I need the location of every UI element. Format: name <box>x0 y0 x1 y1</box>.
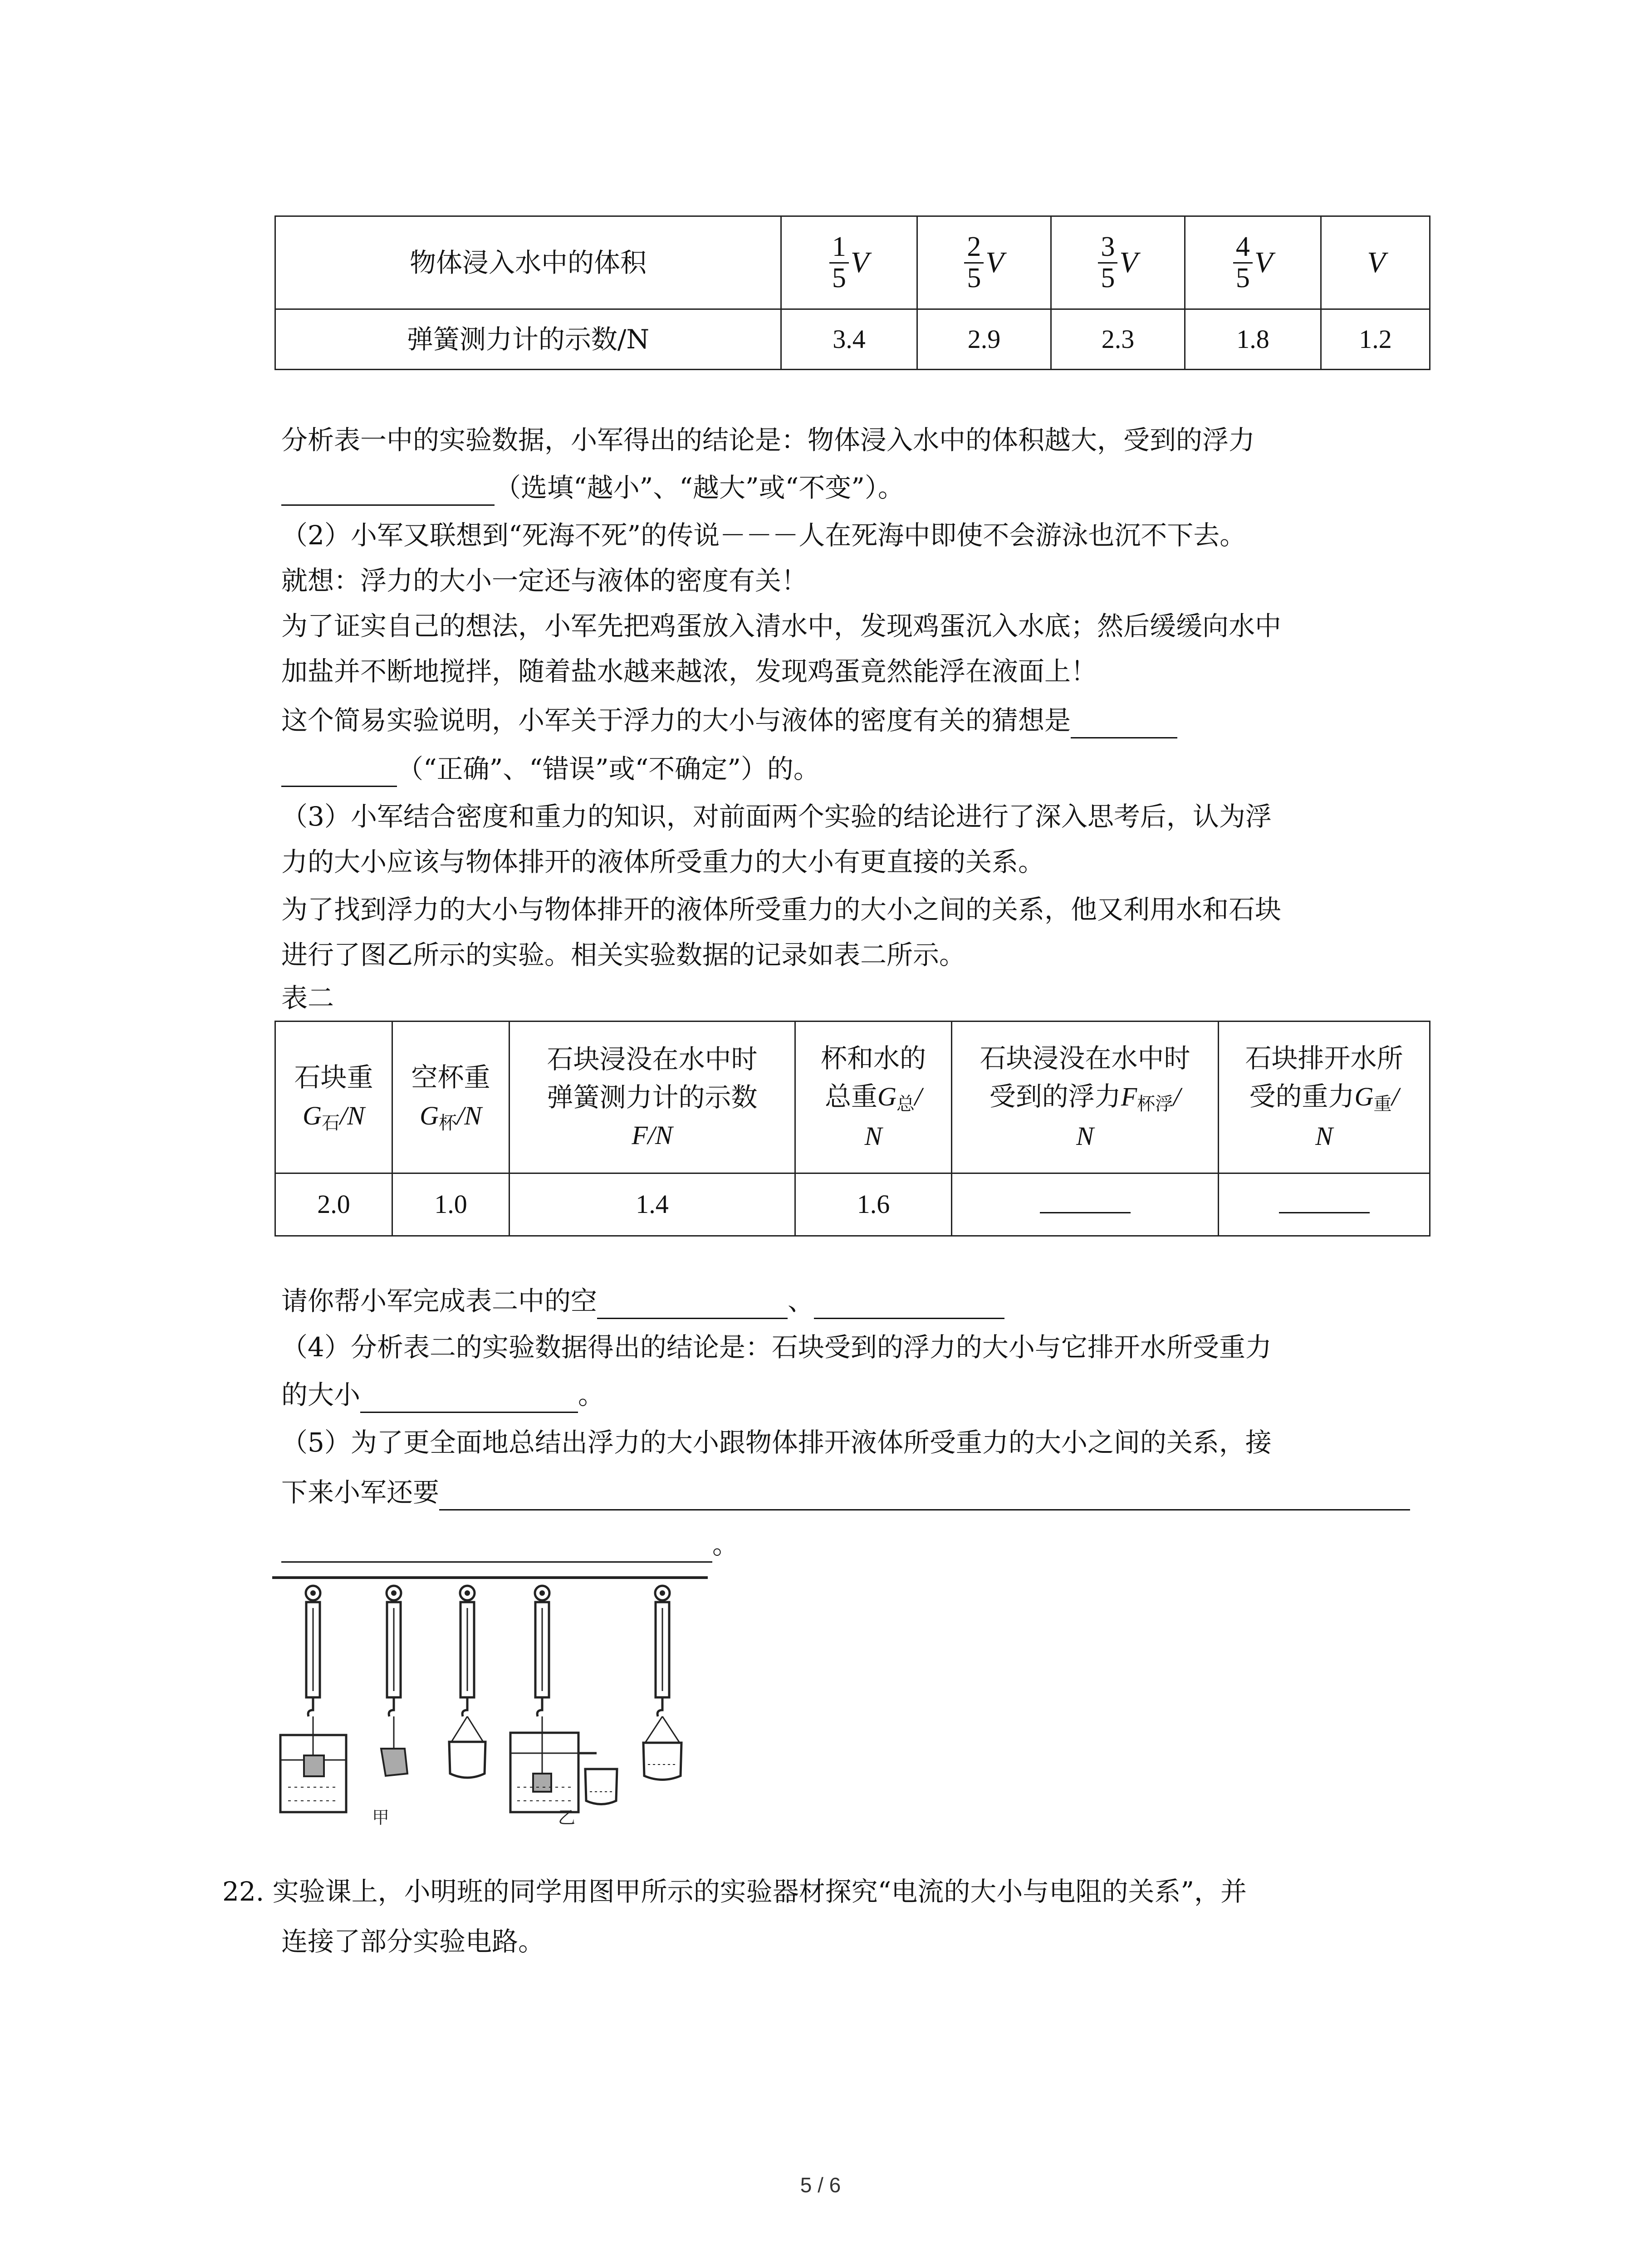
text-line: （2）小军又联想到“死海不死”的传说－－－人在死海中即使不会游泳也沉不下去。 <box>281 520 1246 551</box>
figure-label-yi: 乙 <box>558 1808 576 1828</box>
table-row <box>275 1022 1430 1173</box>
volume-cell <box>917 216 1051 309</box>
volume-cell <box>1321 216 1430 309</box>
header-total-weight: 杯和水的 总重$G_总/$ N <box>795 1022 952 1173</box>
volume-variable: V <box>1367 246 1386 279</box>
volume-cell <box>1185 216 1321 309</box>
cup-with-water <box>643 1716 681 1780</box>
empty-cup <box>449 1716 485 1778</box>
text-line: （5）为了更全面地总结出浮力的大小跟物体排开液体所受重力的大小之间的关系，接 <box>281 1427 1272 1458</box>
volume-variable: V <box>1254 246 1273 279</box>
blank-cell-buoyant-force[interactable] <box>952 1173 1219 1236</box>
volume-cell <box>781 216 917 309</box>
text-line: （3）小军结合密度和重力的知识，对前面两个实验的结论进行了深入思考后，认为浮 <box>281 801 1272 832</box>
question-22-line: 22. 实验课上，小明班的同学用图甲所示的实验器材探究“电流的大小与电阻的关系”，并 <box>222 1876 1247 1907</box>
text-line: （4）分析表二的实验数据得出的结论是：石块受到的浮力的大小与它排开水所受重力 <box>281 1332 1272 1363</box>
reading-cell: 2.9 <box>917 309 1051 370</box>
text-line: 下来小军还要 <box>281 1474 1410 1510</box>
text-line: 分析表一中的实验数据，小军得出的结论是：物体浸入水中的体积越大，受到的浮力 <box>281 425 1255 455</box>
overflow-beaker-yi <box>510 1716 617 1812</box>
fraction-numerator: 1 <box>829 232 849 263</box>
row-label-reading: 弹簧测力计的示数/N <box>275 309 781 370</box>
fraction-denominator: 5 <box>967 262 981 293</box>
fraction-denominator: 5 <box>832 262 846 293</box>
text-line: 这个简易实验说明，小军关于浮力的大小与液体的密度有关的猜想是 <box>281 702 1177 738</box>
text-line: 请你帮小军完成表二中的空 、 <box>281 1283 1004 1319</box>
experiment-figure <box>272 1574 726 1828</box>
spring-scale-4 <box>535 1586 549 1716</box>
answer-blank[interactable] <box>281 474 495 506</box>
question-22-line: 连接了部分实验电路。 <box>281 1926 545 1957</box>
beaker-with-stone-jia <box>280 1716 346 1812</box>
answer-blank[interactable] <box>1040 1189 1131 1213</box>
value-cell: 1.6 <box>795 1173 952 1236</box>
hanging-stone <box>381 1716 407 1776</box>
text-line: 为了证实自己的想法，小军先把鸡蛋放入清水中，发现鸡蛋沉入水底；然后缓缓向水中 <box>281 611 1282 641</box>
reading-cell: 3.4 <box>781 309 917 370</box>
text-line: 。 <box>281 1526 739 1563</box>
header-buoyant-force: 石块浸没在水中时 受到的浮力$F_{杯浮}/$ N <box>952 1022 1219 1173</box>
fraction-numerator: 3 <box>1098 232 1117 263</box>
fraction-denominator: 5 <box>1101 262 1115 293</box>
answer-blank[interactable] <box>814 1288 1004 1319</box>
volume-variable: V <box>850 246 869 279</box>
answer-blank[interactable] <box>1071 707 1177 738</box>
header-spring-reading: 石块浸没在水中时 弹簧测力计的示数 F/N <box>509 1022 795 1173</box>
answer-blank[interactable] <box>597 1288 788 1319</box>
fraction-numerator: 4 <box>1233 232 1253 263</box>
answer-blank[interactable] <box>360 1382 578 1413</box>
page-number: 5 / 6 <box>800 2173 841 2197</box>
value-cell: 1.4 <box>509 1173 795 1236</box>
header-stone-weight: 石块重 $G_石/N$ <box>275 1022 392 1173</box>
text-line: 就想：浮力的大小一定还与液体的密度有关！ <box>281 565 808 596</box>
answer-blank[interactable] <box>439 1479 1410 1510</box>
table-row <box>275 1173 1430 1236</box>
table-one <box>274 215 1430 370</box>
reading-cell: 1.8 <box>1185 309 1321 370</box>
text-line: （选填“越小”、“越大”或“不变”）。 <box>281 469 904 506</box>
header-cup-weight: 空杯重 $G_杯/N$ <box>392 1022 509 1173</box>
text-line: 进行了图乙所示的实验。相关实验数据的记录如表二所示。 <box>281 939 966 970</box>
answer-blank[interactable] <box>281 756 397 787</box>
text-line: 力的大小应该与物体排开的液体所受重力的大小有更直接的关系。 <box>281 846 1045 877</box>
reading-cell: 2.3 <box>1051 309 1185 370</box>
figure-label-jia: 甲 <box>372 1808 390 1828</box>
volume-cell <box>1051 216 1185 309</box>
spring-scale-5 <box>655 1586 670 1716</box>
table-row <box>275 216 1430 309</box>
fraction-numerator: 2 <box>964 232 984 263</box>
volume-variable: V <box>1119 246 1138 279</box>
text-line: 加盐并不断地搅拌，随着盐水越来越浓，发现鸡蛋竟然能浮在液面上！ <box>281 656 1097 687</box>
answer-blank[interactable] <box>281 1531 712 1563</box>
value-cell: 1.0 <box>392 1173 509 1236</box>
row-label-volume: 物体浸入水中的体积 <box>275 216 781 309</box>
header-displaced-water-weight: 石块排开水所 受的重力$G_重/$ N <box>1219 1022 1430 1173</box>
value-cell: 2.0 <box>275 1173 392 1236</box>
table-row <box>275 309 1430 370</box>
text-line: （“正确”、“错误”或“不确定”）的。 <box>281 751 820 787</box>
table-two <box>274 1021 1430 1237</box>
volume-variable: V <box>985 246 1004 279</box>
reading-cell: 1.2 <box>1321 309 1430 370</box>
blank-cell-displaced-weight[interactable] <box>1219 1173 1430 1236</box>
text-line: 的大小 。 <box>281 1377 604 1413</box>
spring-scale-3 <box>460 1586 475 1716</box>
table-caption: 表二 <box>281 982 334 1013</box>
fraction-denominator: 5 <box>1235 262 1250 293</box>
spring-scale-1 <box>306 1586 320 1716</box>
answer-blank[interactable] <box>1279 1189 1370 1213</box>
spring-scale-2 <box>387 1586 401 1716</box>
text-line: 为了找到浮力的大小与物体排开的液体所受重力的大小之间的关系，他又利用水和石块 <box>281 894 1282 925</box>
